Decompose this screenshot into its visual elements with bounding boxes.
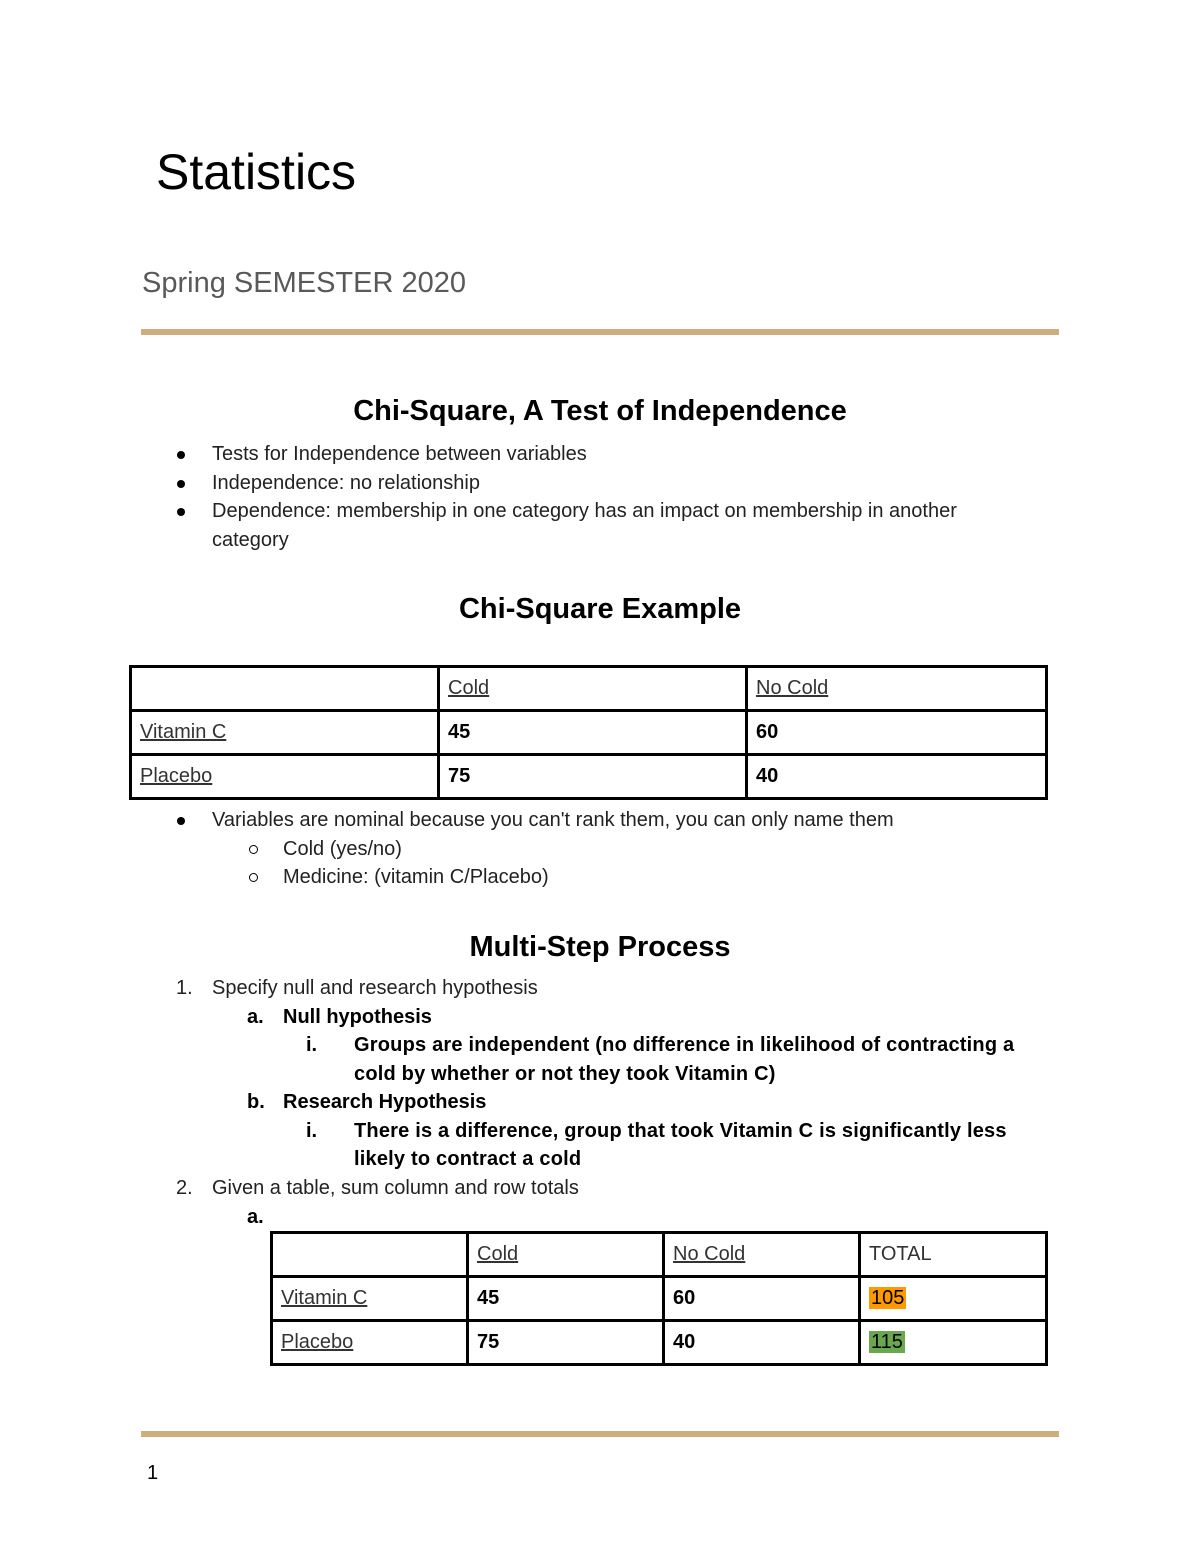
sub-sub-step-text-continued: cold by whether or not they took Vitamin C) xyxy=(354,1063,776,1085)
sub-sub-step-text: Groups are independent (no difference in likelihood of contracting a xyxy=(354,1034,1015,1056)
table-row xyxy=(272,1321,1047,1365)
totals-table xyxy=(270,1231,1048,1366)
sub-bullet-icon xyxy=(249,845,258,854)
table-row xyxy=(131,755,1047,799)
table-header-cold: Cold xyxy=(468,1233,664,1277)
table-cell: 75 xyxy=(468,1321,664,1365)
table-row-label: Vitamin C xyxy=(272,1277,468,1321)
bullet-icon xyxy=(177,817,185,825)
table-cell: 40 xyxy=(664,1321,860,1365)
table-header-no-cold: No Cold xyxy=(664,1233,860,1277)
step-number: 2. xyxy=(176,1177,193,1199)
table-header-total: TOTAL xyxy=(860,1233,1047,1277)
table-header-no-cold: No Cold xyxy=(747,667,1047,711)
footer-divider xyxy=(141,1431,1059,1437)
table-row-label: Vitamin C xyxy=(131,711,439,755)
table-cell xyxy=(131,667,439,711)
table-cell: 40 xyxy=(747,755,1047,799)
sub-sub-step-marker: i. xyxy=(306,1034,318,1056)
sub-sub-step-text-continued: likely to contract a cold xyxy=(354,1148,582,1170)
sub-step-marker: b. xyxy=(247,1091,265,1113)
table-cell: 60 xyxy=(664,1277,860,1321)
example-table xyxy=(129,665,1048,800)
step-text: Specify null and research hypothesis xyxy=(212,977,538,999)
table-header-cold: Cold xyxy=(439,667,747,711)
section-heading-multi-step: Multi-Step Process xyxy=(469,931,731,963)
table-header-row xyxy=(131,667,1047,711)
section-heading-example: Chi-Square Example xyxy=(458,593,742,625)
table-row-label: Placebo xyxy=(131,755,439,799)
table-header-row xyxy=(272,1233,1047,1277)
page-number: 1 xyxy=(147,1462,159,1484)
sub-sub-step-text: There is a difference, group that took Vitamin C is significantly less xyxy=(354,1120,1007,1142)
sub-step-text: Null hypothesis xyxy=(283,1006,432,1028)
sub-bullet-icon xyxy=(249,873,258,882)
table-cell: 45 xyxy=(468,1277,664,1321)
table-cell-total xyxy=(860,1277,1047,1321)
document-subtitle: Spring SEMESTER 2020 xyxy=(142,267,466,299)
table-row xyxy=(131,711,1047,755)
document-title: Statistics xyxy=(156,144,357,200)
table-row-label: Placebo xyxy=(272,1321,468,1365)
step-text: Given a table, sum column and row totals xyxy=(212,1177,579,1199)
section-heading-chi-square: Chi-Square, A Test of Independence xyxy=(353,395,847,427)
table-cell xyxy=(272,1233,468,1277)
sub-step-marker: a. xyxy=(247,1206,264,1228)
table-cell: 45 xyxy=(439,711,747,755)
table-cell-total xyxy=(860,1321,1047,1365)
bullet-icon xyxy=(177,451,185,459)
highlighted-total: 115 xyxy=(871,1331,903,1353)
table-cell: 60 xyxy=(747,711,1047,755)
list-item-continuation: category xyxy=(212,529,289,551)
table-cell: 75 xyxy=(439,755,747,799)
bullet-icon xyxy=(177,508,185,516)
step-number: 1. xyxy=(176,977,193,999)
sub-sub-step-marker: i. xyxy=(306,1120,318,1142)
sub-step-text: Research Hypothesis xyxy=(283,1091,487,1113)
bullet-icon xyxy=(177,480,185,488)
header-divider xyxy=(141,329,1059,335)
sub-step-marker: a. xyxy=(247,1006,264,1028)
highlighted-total: 105 xyxy=(871,1287,905,1309)
table-row xyxy=(272,1277,1047,1321)
